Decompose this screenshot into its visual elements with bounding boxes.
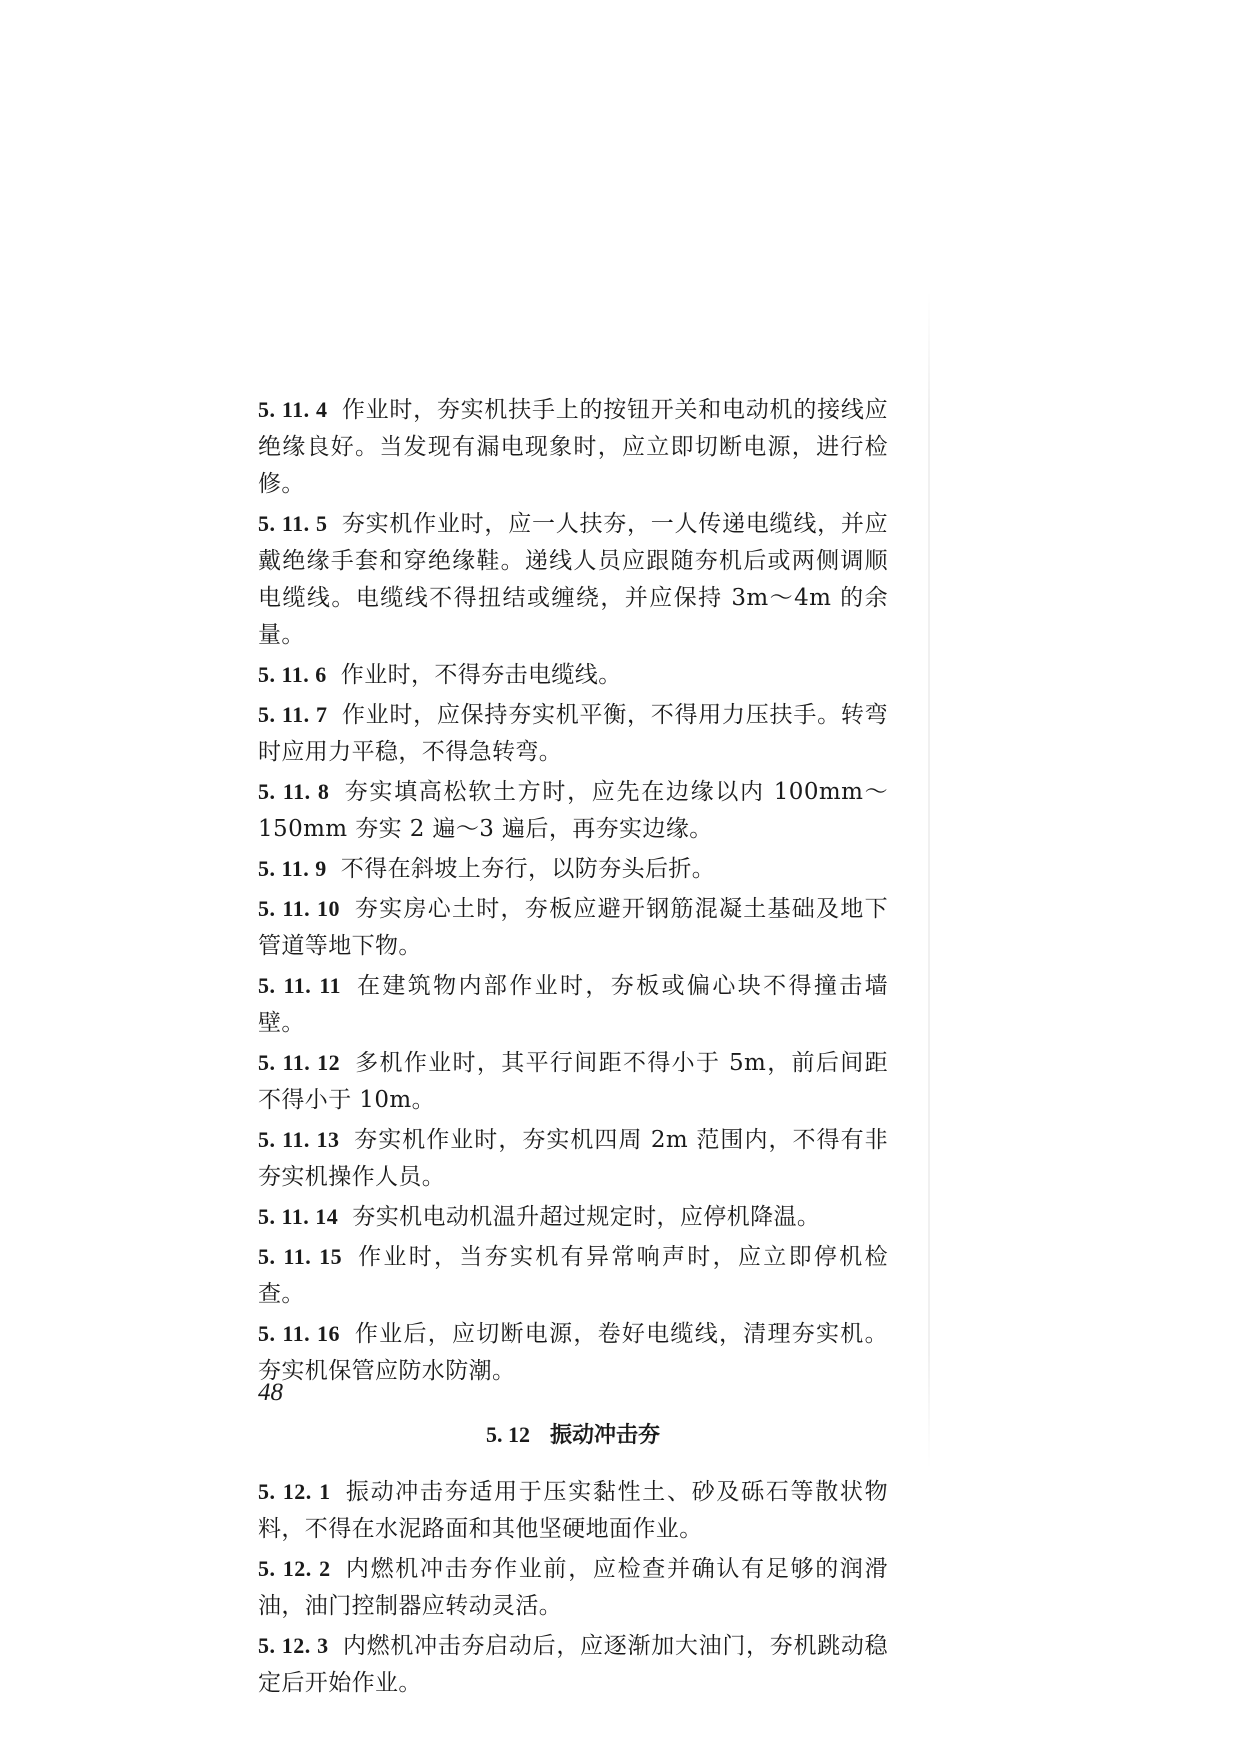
clause-5-12-1 — [258, 1473, 888, 1548]
clause-number: 5. 12. 3 — [258, 1633, 329, 1658]
clause-number: 5. 11. 16 — [258, 1321, 341, 1346]
clause-text: 多机作业时，其平行间距不得小于 5m，前后间距不得小于 10m。 — [258, 1050, 888, 1113]
clause-number: 5. 11. 8 — [258, 779, 330, 804]
clause-text: 作业后，应切断电源，卷好电缆线，清理夯实机。夯实机保管应防水防潮。 — [258, 1321, 888, 1384]
clause-number: 5. 11. 5 — [258, 511, 328, 536]
section-title: 振动冲击夯 — [549, 1423, 660, 1448]
clause-text: 内燃机冲击夯启动后，应逐渐加大油门，夯机跳动稳定后开始作业。 — [258, 1633, 888, 1696]
clause-5-11-6 — [258, 656, 888, 694]
clause-text: 不得在斜坡上夯行，以防夯头后折。 — [340, 856, 716, 882]
clause-5-11-13 — [258, 1121, 888, 1196]
clause-text: 夯实机作业时，夯实机四周 2m 范围内，不得有非夯实机操作人员。 — [258, 1127, 888, 1190]
clause-5-12-3 — [258, 1627, 888, 1702]
document-body — [258, 391, 888, 1704]
clause-5-11-10 — [258, 890, 888, 965]
clause-number: 5. 12. 2 — [258, 1556, 331, 1581]
clause-text: 夯实房心土时，夯板应避开钢筋混凝土基础及地下管道等地下物。 — [258, 896, 888, 959]
clause-number: 5. 11. 11 — [258, 973, 342, 998]
clause-text: 夯实机作业时，应一人扶夯，一人传递电缆线，并应戴绝缘手套和穿绝缘鞋。递线人员应跟随夯机后或两侧调顺电缆线。电缆线不得扭结或缠绕，并应保持 3m～4m 的余量。 — [258, 511, 888, 648]
clause-number: 5. 11. 7 — [258, 702, 328, 727]
clause-number: 5. 11. 4 — [258, 397, 328, 422]
clause-5-12-2 — [258, 1550, 888, 1625]
clause-5-11-5 — [258, 505, 888, 654]
clause-number: 5. 11. 10 — [258, 896, 341, 921]
clause-text: 夯实填高松软土方时，应先在边缘以内 100mm～150mm 夯实 2 遍～3 遍后，再夯实边缘。 — [258, 779, 888, 842]
clause-number: 5. 12. 1 — [258, 1479, 331, 1504]
clause-number: 5. 11. 9 — [258, 856, 327, 881]
clause-number: 5. 11. 13 — [258, 1127, 340, 1152]
page-number: 48 — [258, 1379, 283, 1406]
clause-5-11-8 — [258, 773, 888, 848]
clause-5-11-16 — [258, 1315, 888, 1390]
clause-text: 作业时，不得夯击电缆线。 — [340, 662, 622, 688]
clause-text: 内燃机冲击夯作业前，应检查并确认有足够的润滑油，油门控制器应转动灵活。 — [258, 1556, 888, 1619]
page-edge-shadow — [928, 290, 930, 1470]
clause-text: 作业时，夯实机扶手上的按钮开关和电动机的接线应绝缘良好。当发现有漏电现象时，应立即切断电源，进行检修。 — [258, 397, 888, 497]
section-number: 5. 12 — [485, 1422, 530, 1447]
section-heading — [258, 1416, 888, 1455]
clause-5-11-7 — [258, 696, 888, 771]
clause-number: 5. 11. 14 — [258, 1204, 339, 1229]
clause-number: 5. 11. 15 — [258, 1244, 343, 1269]
clause-5-11-4 — [258, 391, 888, 503]
clause-text: 振动冲击夯适用于压实黏性土、砂及砾石等散状物料，不得在水泥路面和其他坚硬地面作业。 — [258, 1479, 888, 1542]
clause-text: 作业时，应保持夯实机平衡，不得用力压扶手。转弯时应用力平稳，不得急转弯。 — [258, 702, 888, 765]
clause-5-11-11 — [258, 967, 888, 1042]
clause-text: 夯实机电动机温升超过规定时，应停机降温。 — [352, 1204, 821, 1230]
clause-5-11-12 — [258, 1044, 888, 1119]
clause-text: 在建筑物内部作业时，夯板或偏心块不得撞击墙壁。 — [258, 973, 888, 1036]
clause-number: 5. 11. 12 — [258, 1050, 341, 1075]
clause-5-11-14 — [258, 1198, 888, 1236]
clause-5-11-15 — [258, 1238, 888, 1313]
clause-5-11-9 — [258, 850, 888, 888]
clause-number: 5. 11. 6 — [258, 662, 327, 687]
clause-text: 作业时，当夯实机有异常响声时，应立即停机检查。 — [258, 1244, 888, 1307]
